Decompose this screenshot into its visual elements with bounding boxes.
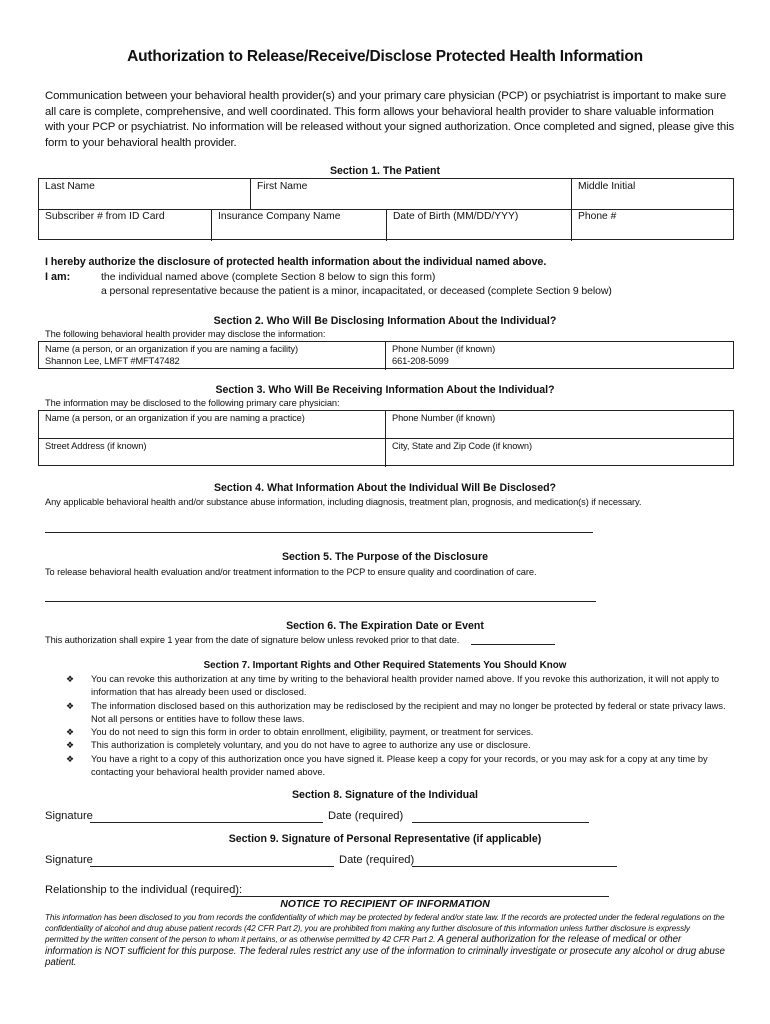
section8-heading: Section 8. Signature of the Individual: [291, 789, 478, 801]
first-name-field[interactable]: First Name: [257, 181, 308, 192]
disclosing-phone-value[interactable]: 661-208-5099: [392, 356, 449, 366]
relationship-line[interactable]: [231, 896, 609, 897]
section6-heading: Section 6. The Expiration Date or Event: [286, 620, 484, 632]
phone-field[interactable]: Phone #: [578, 211, 617, 222]
receiving-name-field[interactable]: Name (a person, or an organization if you are naming a practice): [45, 413, 305, 423]
section8-signature-label: Signature: [45, 810, 93, 822]
section2-heading: Section 2. Who Will Be Disclosing Information About the Individual?: [213, 315, 557, 327]
section9-heading: Section 9. Signature of Personal Representative (if applicable): [228, 833, 542, 845]
section5-text: To release behavioral health evaluation and/or treatment information to the PCP to ensure quality and coordination of care.: [45, 567, 537, 577]
rights-list: [66, 673, 736, 779]
section4-heading: Section 4. What Information About the Individual Will Be Disclosed?: [213, 482, 557, 494]
receiving-table: [38, 410, 734, 466]
section1-heading: Section 1. The Patient: [329, 165, 441, 177]
section2-note: The following behavioral health provider may disclose the information:: [45, 329, 326, 339]
section8-date-label: Date (required): [328, 810, 404, 822]
disclosing-name-value[interactable]: Shannon Lee, LMFT #MFT47482: [45, 356, 180, 366]
section9-signature-line[interactable]: [90, 866, 334, 867]
section9-date-label: Date (required): [339, 854, 415, 866]
subscriber-field[interactable]: Subscriber # from ID Card: [45, 211, 165, 222]
list-item: ❖ You do not need to sign this form in order to obtain enrollment, eligibility, payment, or treatment for services.: [66, 726, 736, 739]
notice-text: This information has been disclosed to you from records the confidentiality of which may be protected by federal and/or state law. If the records are protected under the federal regulations on the confidentiality of alcohol and drug abuse patient records (42 CFR Part 2), you are prohibited from making any further disclosure of this information unless further disclosure is expressly permitted by the written consent of the person to whom it pertains, or as otherwise permitted by 42 CFR Part 2. A general authorization for the release of medical or other information is NOT sufficient for this purpose. The federal rules restrict any use of the information to criminally investigate or prosecute any alcohol or drug abuse patient.: [45, 913, 725, 968]
middle-initial-field[interactable]: Middle Initial: [578, 181, 636, 192]
diamond-bullet-icon: ❖: [66, 674, 75, 684]
list-item: ❖ This authorization is completely voluntary, and you do not have to agree to authorize any use or disclosure.: [66, 739, 736, 752]
relationship-label: Relationship to the individual (required):: [45, 884, 243, 896]
section3-note: The information may be disclosed to the following primary care physician:: [45, 398, 340, 408]
last-name-field[interactable]: Last Name: [45, 181, 95, 192]
insurance-field[interactable]: Insurance Company Name: [218, 211, 341, 222]
section5-heading: Section 5. The Purpose of the Disclosure: [281, 551, 489, 563]
i-am-label: I am:: [45, 271, 71, 283]
section7-heading: Section 7. Important Rights and Other Required Statements You Should Know: [203, 660, 567, 671]
diamond-bullet-icon: ❖: [66, 727, 75, 738]
list-item: ❖ You have a right to a copy of this authorization once you have signed it. Please keep a copy for your records, or you may ask for a copy at any time by contacting your behavioral health provider named above.: [66, 753, 708, 778]
page-title: Authorization to Release/Receive/Disclose Protected Health Information: [127, 48, 643, 65]
dob-field[interactable]: Date of Birth (MM/DD/YYY): [393, 211, 519, 222]
section5-blank-line[interactable]: [45, 601, 596, 602]
street-address-field[interactable]: Street Address (if known): [45, 441, 147, 451]
section9-signature-label: Signature: [45, 854, 93, 866]
diamond-bullet-icon: ❖: [66, 700, 75, 711]
city-state-zip-field[interactable]: City, State and Zip Code (if known): [392, 441, 532, 451]
disclosing-table: [38, 341, 734, 369]
diamond-bullet-icon: ❖: [66, 753, 75, 764]
expiration-blank[interactable]: [471, 644, 555, 645]
option-individual[interactable]: the individual named above (complete Section 8 below to sign this form): [101, 271, 436, 283]
section4-text: Any applicable behavioral health and/or substance abuse information, including diagnosis, treatment plan, prognosis, and medication(s) if necessary.: [45, 497, 642, 507]
list-item: ❖ The information disclosed based on this authorization may be redisclosed by the recipient and may no longer be protected by federal or state privacy laws. Not all persons or entities have to follow these laws.: [66, 700, 726, 724]
patient-table: [38, 178, 734, 240]
disclosing-phone-label: Phone Number (if known): [392, 344, 496, 354]
section6-text: This authorization shall expire 1 year from the date of signature below unless revoked prior to that date.: [45, 635, 460, 645]
intro-paragraph: Communication between your behavioral health provider(s) and your primary care physician (PCP) or psychiatrist is important to make sure all care is complete, comprehensive, and well coordinated. This form allows your behavioral health provider to share valuable information with your PCP or psychiatrist. No information will be released without your signed authorization. Once completed and signed, please give this form to your behavioral health provider.: [45, 90, 735, 149]
disclosing-name-label: Name (a person, or an organization if you are naming a facility): [45, 344, 299, 354]
section9-date-line[interactable]: [412, 866, 617, 867]
section3-heading: Section 3. Who Will Be Receiving Information About the Individual?: [215, 384, 555, 396]
authorize-statement: I hereby authorize the disclosure of protected health information about the individual named above.: [45, 256, 547, 268]
section8-signature-line[interactable]: [90, 822, 323, 823]
section4-blank-line[interactable]: [45, 532, 593, 533]
receiving-phone-field[interactable]: Phone Number (if known): [392, 413, 496, 423]
option-representative[interactable]: a personal representative because the patient is a minor, incapacitated, or deceased (complete Section 9 below): [101, 285, 612, 297]
notice-title: NOTICE TO RECIPIENT OF INFORMATION: [280, 898, 490, 910]
section8-date-line[interactable]: [412, 822, 589, 823]
list-item: ❖ You can revoke this authorization at any time by writing to the behavioral health provider named above. If you revoke this authorization, it will not apply to information that has already been used or disclosed.: [66, 674, 720, 698]
diamond-bullet-icon: ❖: [66, 740, 75, 751]
